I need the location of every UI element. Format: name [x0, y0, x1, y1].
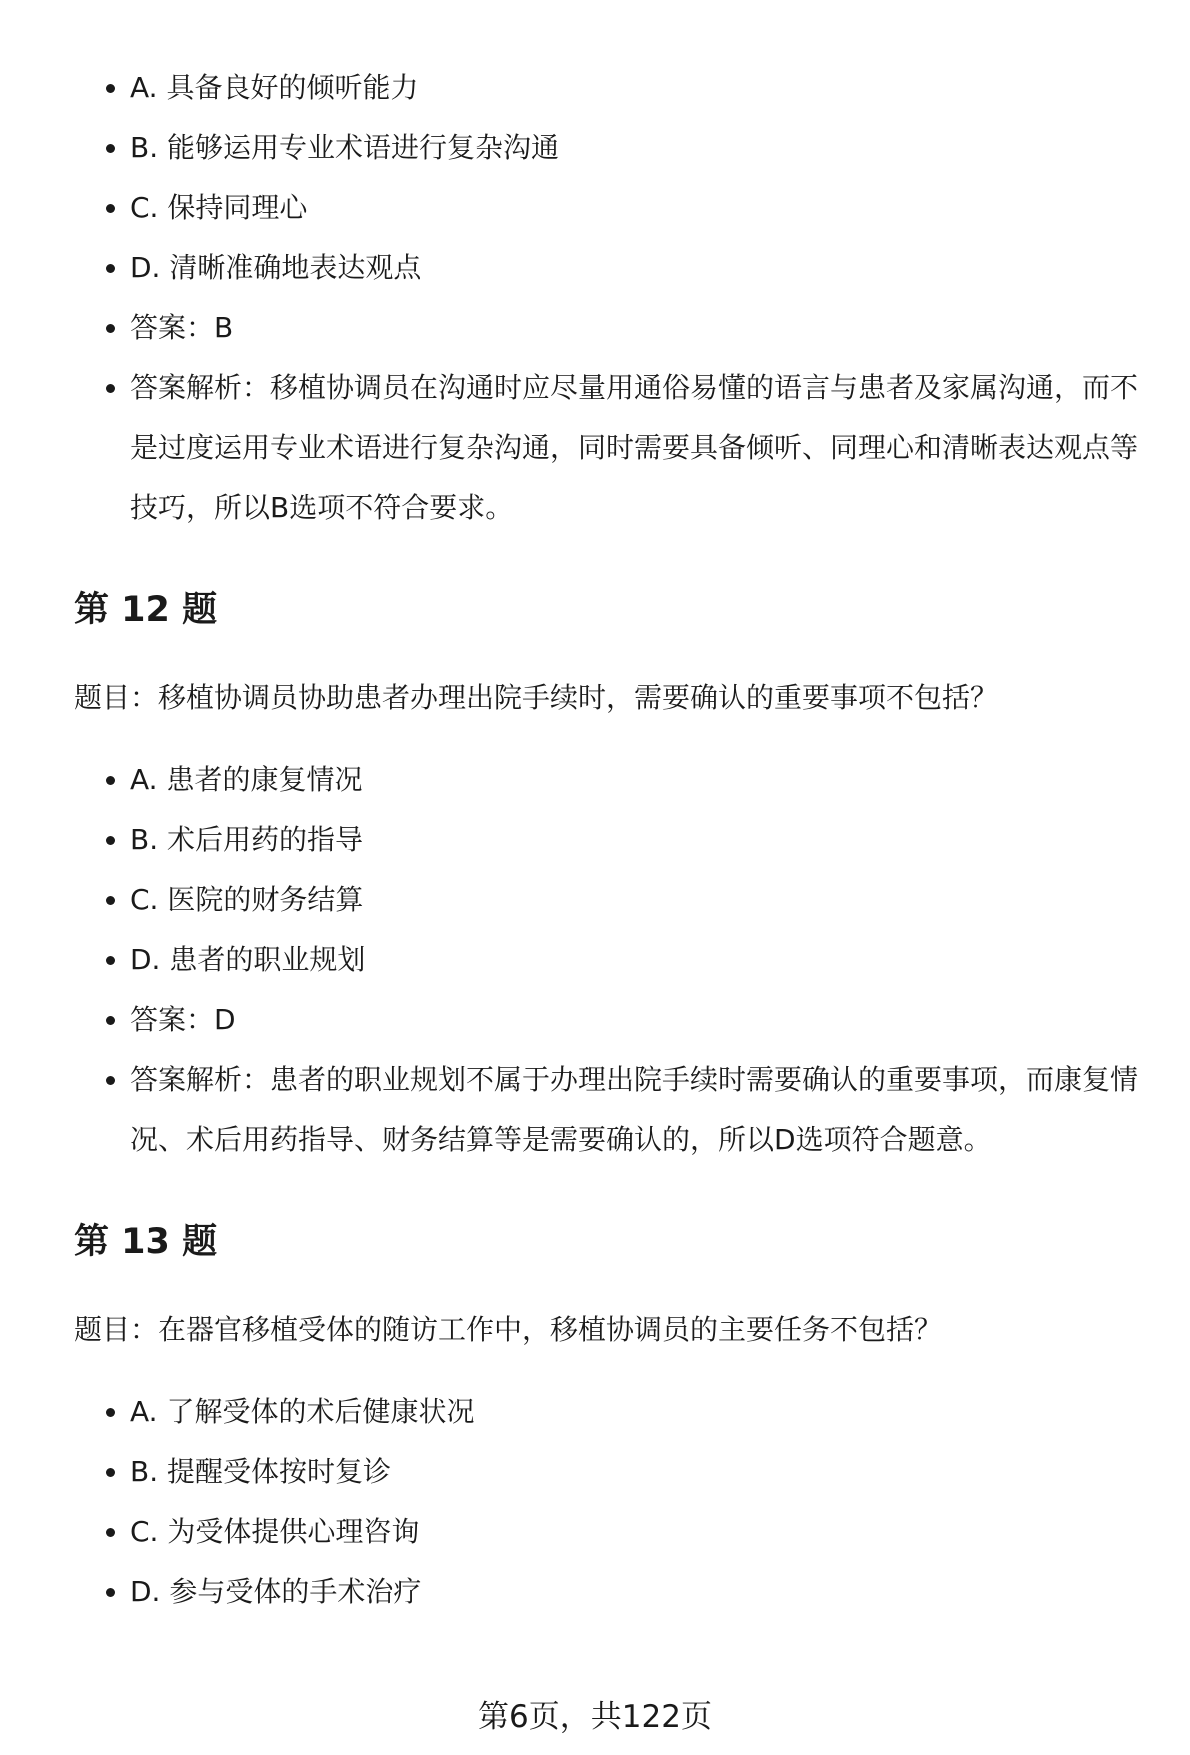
q11-option-d: D. 清晰准确地表达观点	[74, 238, 1164, 298]
q12-option-a: A. 患者的康复情况	[74, 750, 1164, 810]
page-content	[74, 58, 1164, 1622]
q13-option-c: C. 为受体提供心理咨询	[74, 1502, 1164, 1562]
q11-answer: 答案：B	[74, 298, 1164, 358]
q13-option-list	[74, 1382, 1164, 1622]
q13-option-b: B. 提醒受体按时复诊	[74, 1442, 1164, 1502]
page-number-footer: 第6页，共122页	[478, 1699, 712, 1735]
q11-option-c: C. 保持同理心	[74, 178, 1164, 238]
q12-option-b: B. 术后用药的指导	[74, 810, 1164, 870]
q11-option-a: A. 具备良好的倾听能力	[74, 58, 1164, 118]
q12-analysis: 答案解析：患者的职业规划不属于办理出院手续时需要确认的重要事项，而康复情况、术后用药指导、财务结算等是需要确认的，所以D选项符合题意。	[74, 1050, 1164, 1170]
q12-option-d: D. 患者的职业规划	[74, 930, 1164, 990]
q13-option-d: D. 参与受体的手术治疗	[74, 1562, 1164, 1622]
q11-analysis: 答案解析：移植协调员在沟通时应尽量用通俗易懂的语言与患者及家属沟通，而不是过度运用专业术语进行复杂沟通，同时需要具备倾听、同理心和清晰表达观点等技巧，所以B选项不符合要求。	[74, 358, 1164, 538]
q13-option-a: A. 了解受体的术后健康状况	[74, 1382, 1164, 1442]
q12-stem: 题目：移植协调员协助患者办理出院手续时，需要确认的重要事项不包括？	[74, 681, 999, 714]
q13-stem: 题目：在器官移植受体的随访工作中，移植协调员的主要任务不包括？	[74, 1313, 943, 1346]
q12-option-c: C. 医院的财务结算	[74, 870, 1164, 930]
q12-heading: 第 12 题	[74, 590, 218, 630]
q11-option-b: B. 能够运用专业术语进行复杂沟通	[74, 118, 1164, 178]
q13-heading: 第 13 题	[74, 1222, 218, 1262]
q12-answer: 答案：D	[74, 990, 1164, 1050]
q12-option-list	[74, 750, 1164, 1170]
q11-option-list	[74, 58, 1164, 538]
